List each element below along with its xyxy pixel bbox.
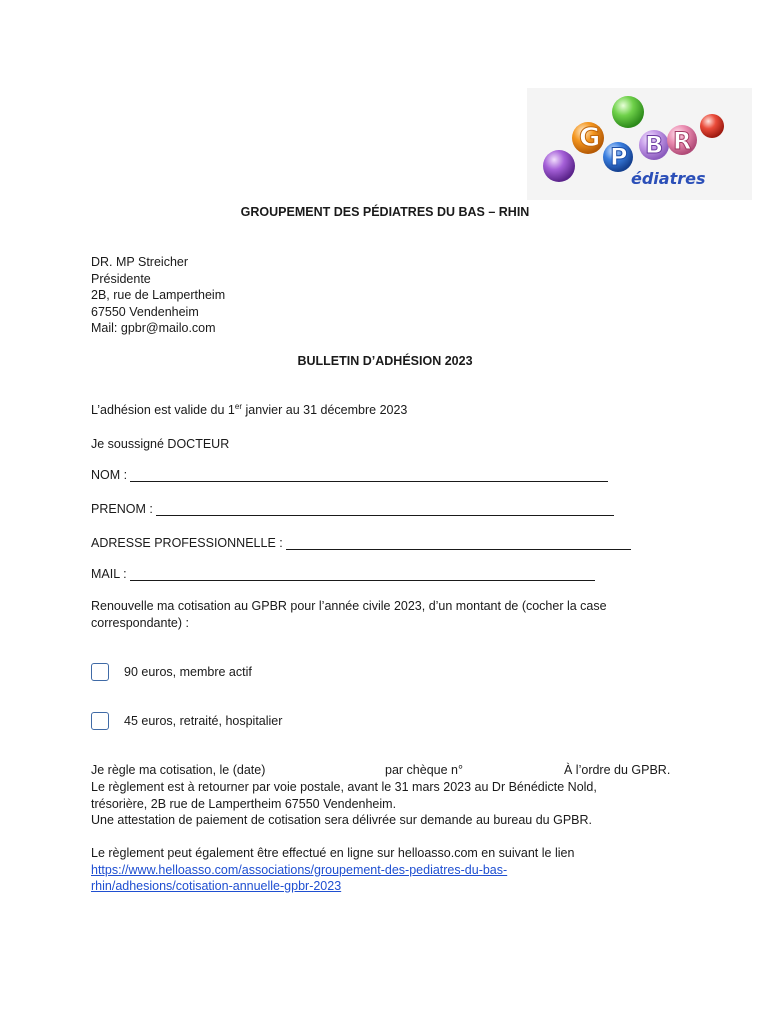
option-label: 90 euros, membre actif (124, 665, 252, 679)
mail-field-row (91, 567, 595, 581)
prenom-field-row (91, 502, 614, 516)
option-45-checkbox[interactable] (91, 712, 109, 730)
payment-line: Une attestation de paiement de cotisation sera délivrée sur demande au bureau du GPBR. (91, 813, 593, 827)
letter-p: P (610, 143, 628, 171)
payment-line: trésorière, 2B rue de Lampertheim 67550 Vendenheim. (91, 796, 397, 811)
prenom-label: PRENOM : (91, 502, 153, 516)
online-text: Le règlement peut également être effectué en ligne sur helloasso.com en suivant le lien (91, 846, 575, 860)
option-90-checkbox[interactable] (91, 663, 109, 681)
helloasso-link-continued[interactable]: rhin/adhesions/cotisation-annuelle-gpbr-2023 (91, 879, 342, 893)
letter-r: R (673, 127, 692, 155)
address-line: 67550 Vendenheim (91, 304, 199, 319)
gpbr-logo (527, 88, 752, 200)
soussigne-text: Je soussigné DOCTEUR (91, 437, 230, 451)
online-payment (91, 845, 731, 895)
purple-ball-icon (543, 150, 575, 182)
payment-date-label: Je règle ma cotisation, le (date) (91, 763, 266, 777)
option-label: 45 euros, retraité, hospitalier (124, 714, 283, 728)
mail-label: MAIL : (91, 567, 127, 581)
nom-field[interactable] (130, 470, 608, 482)
nom-field-row (91, 468, 608, 482)
adresse-field-row (91, 536, 631, 550)
address-line: Présidente (91, 271, 151, 286)
letter-g: G (579, 123, 601, 153)
option-row (91, 663, 252, 681)
logo-subtext: édiatres (631, 169, 706, 188)
green-ball-icon (612, 96, 644, 128)
payment-line: Le règlement est à retourner par voie postale, avant le 31 mars 2023 au Dr Bénédicte Nold, (91, 780, 597, 794)
payment-order-label: À l’ordre du GPBR. (564, 763, 671, 777)
adresse-label: ADRESSE PROFESSIONNELLE : (91, 536, 283, 550)
renewal-text: Renouvelle ma cotisation au GPBR pour l’année civile 2023, d’un montant de (cocher la case correspondante) : (91, 599, 607, 630)
red-ball-icon (700, 114, 724, 138)
gpbr-logo-image (527, 88, 752, 200)
prenom-field[interactable] (156, 504, 614, 516)
helloasso-link[interactable]: https://www.helloasso.com/associations/groupement-des-pediatres-du-bas- (91, 862, 508, 877)
payment-cheque-label: par chèque n° (385, 763, 463, 777)
payment-instructions (91, 779, 731, 829)
mail-field[interactable] (130, 569, 595, 581)
adresse-field[interactable] (286, 538, 631, 550)
nom-label: NOM : (91, 468, 128, 482)
form-title: BULLETIN D’ADHÉSION 2023 (297, 354, 473, 368)
address-line: DR. MP Streicher (91, 255, 189, 269)
sender-address (91, 254, 225, 337)
page-title: GROUPEMENT DES PÉDIATRES DU BAS – RHIN (240, 205, 530, 219)
address-line: Mail: gpbr@mailo.com (91, 321, 216, 335)
validity-text: L’adhésion est valide du 1er janvier au 31 décembre 2023 (91, 402, 408, 417)
address-line: 2B, rue de Lampertheim (91, 288, 226, 302)
option-row (91, 712, 282, 730)
letter-b: B (645, 131, 664, 159)
